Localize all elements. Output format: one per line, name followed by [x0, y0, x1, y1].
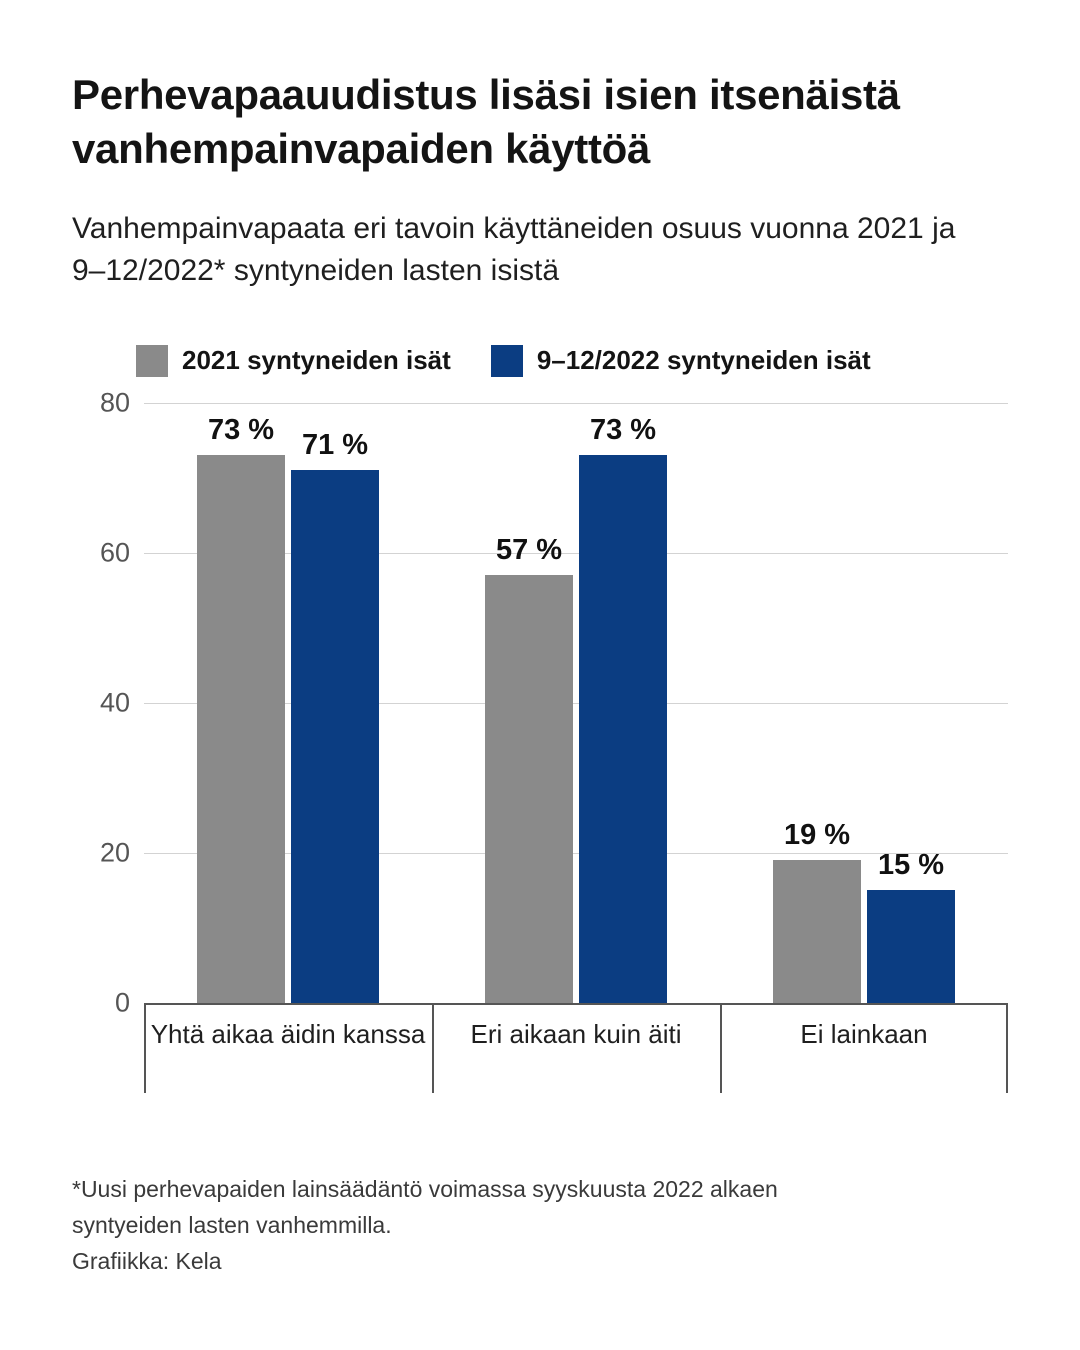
axis-tick-separator: [432, 1003, 434, 1093]
y-axis-tick-label: 20: [99, 837, 130, 868]
bar-value-label: 73 %: [589, 414, 657, 447]
axis-tick-separator: [144, 1003, 146, 1093]
bar-group: [432, 403, 720, 1003]
page-title: Perhevapaauudistus lisäsi isien itsenäistä vanhempainvapaiden käyttöä: [72, 71, 900, 172]
y-axis-tick-label: 60: [99, 537, 130, 568]
legend-label-series-1: 2021 syntyneiden isät: [182, 345, 451, 376]
axis-tick-separator: [720, 1003, 722, 1093]
chart-subtitle: Vanhempainvapaata eri tavoin käyttäneiden osuus vuonna 2021 ja 9–12/2022* syntyneiden lasten isistä: [72, 211, 956, 288]
y-axis-tick-label: 0: [114, 987, 130, 1018]
bar-column: [485, 403, 573, 1003]
category-label-text: Eri aikaan kuin äiti: [470, 1018, 682, 1049]
bar-value-label: 15 %: [877, 849, 945, 882]
bar[interactable]: [197, 455, 285, 1003]
bar-value-label: 71 %: [301, 429, 369, 462]
bar-column: [867, 403, 955, 1003]
y-axis-tick-label: 80: [99, 387, 130, 418]
footnote-line-3: Grafiikka: Kela: [72, 1248, 222, 1275]
bar-column: [773, 403, 861, 1003]
bar-value-label: 19 %: [783, 819, 851, 852]
category-axis: [144, 1003, 1008, 1115]
category-label-text: Yhtä aikaa äidin kanssa: [150, 1018, 426, 1049]
bar-group: [144, 403, 432, 1003]
legend-swatch-icon-series-1: [136, 345, 168, 377]
bar-group: [720, 403, 1008, 1003]
category-label: [144, 1003, 432, 1115]
chart-legend: [72, 345, 1008, 377]
chart-footnote: [72, 1171, 972, 1280]
bar-column: [291, 403, 379, 1003]
legend-item-series-2[interactable]: [491, 345, 871, 377]
plot: [99, 387, 1008, 1018]
bar-groups: [144, 403, 1008, 1003]
bar[interactable]: [867, 890, 955, 1003]
legend-item-series-1[interactable]: [136, 345, 451, 377]
axis-tick-separator: [1006, 1003, 1008, 1093]
category-label: [432, 1003, 720, 1115]
legend-swatch-icon-series-2: [491, 345, 523, 377]
bar[interactable]: [579, 455, 667, 1003]
bar-value-label: 73 %: [207, 414, 275, 447]
bar[interactable]: [485, 575, 573, 1003]
footnote-line-2: syntyeiden lasten vanhemmilla.: [72, 1212, 392, 1239]
chart-plot-area: [72, 387, 1008, 1018]
bar-column: [579, 403, 667, 1003]
bar-value-label: 57 %: [495, 534, 563, 567]
footnote-line-1: *Uusi perhevapaiden lainsäädäntö voimassa syyskuusta 2022 alkaen: [72, 1175, 778, 1202]
category-label: [720, 1003, 1008, 1115]
legend-label-series-2: 9–12/2022 syntyneiden isät: [536, 345, 871, 376]
bar-column: [197, 403, 285, 1003]
bar[interactable]: [773, 860, 861, 1003]
category-label-text: Ei lainkaan: [800, 1018, 928, 1049]
bar[interactable]: [291, 470, 379, 1003]
y-axis-tick-label: 40: [99, 687, 130, 718]
